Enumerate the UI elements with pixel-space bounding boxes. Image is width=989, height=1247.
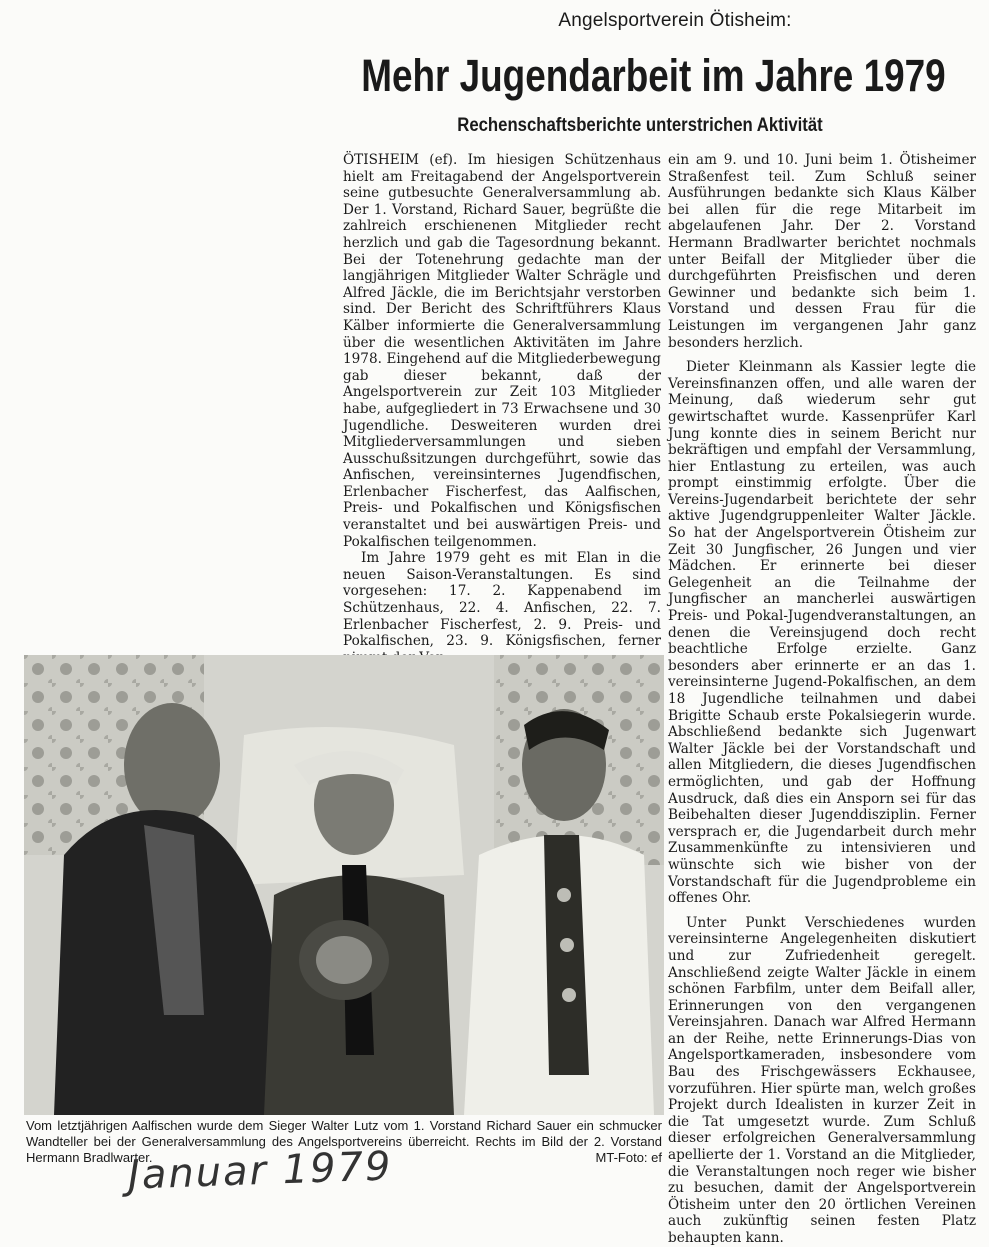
handwritten-date: Januar 1979	[127, 1143, 394, 1199]
kicker: Angelsportverein Ötisheim:	[558, 10, 792, 31]
photo-credit: MT-Foto: ef	[595, 1150, 662, 1165]
article-column-left	[343, 152, 661, 666]
article-paragraph: Im Jahre 1979 geht es mit Elan in die neuen Saison-Veranstaltungen. Es sind vorgesehen: 17. 2. Kappenabend im Schützenhaus, 22. 4. Anfischen, 22. 7. Erlenbacher Fischerfest, 2. 9. Preis- und Pokalfischen, 23. 9. Königsfischen, ferner	[343, 550, 661, 650]
news-photo	[24, 655, 664, 1115]
photo-illustration	[24, 655, 664, 1115]
article-paragraph: ÖTISHEIM (ef). Im hiesigen Schützenhaus hielt am Freitagabend der Angelsportverein seine gutbesuchte Generalversammlung ab. Der 1. Vorstand, Richard Sauer, begrüßte die zahlreich erschienenen Mitglieder recht herzlich und gab die Tagesordnung bekannt. Bei der Totenehrung gedachte man der langjährigen Mitglieder Walter Schrägle und Alfred Jäckle, die im Berichtsjahr verstorben sind. Der Bericht des Schriftführers Klaus Kälber informierte die Generalversammlung über die wesentlichen Aktivitäten im Jahre 1978. Eingehend auf die Mitgliederbewegung gab dieser bekannt, daß der Angelsportverein zur Zeit 103 Mitglieder habe, aufgegliedert in 73 Erwachsene und 30 Jugendliche. Desweiteren wurden drei Mitgliederversammlungen und sieben Ausschußsitzungen durchgeführt, sowie das Anfischen, vereinsinternes Jugendfischen, Erlenbacher Fischerfest, das Aalfischen, Preis- und Pokalfischen und Königsfischen veranstaltet und bei auswärtigen Preis- und Pokalfischen teilgenommen.	[343, 152, 661, 550]
article-paragraph: ein am 9. und 10. Juni beim 1. Ötisheimer Straßenfest teil. Zum Schluß seiner Ausführungen bedankte sich Klaus Kälber bei allen für die rege Mitarbeit im abgelaufenen Jahr. Der 2. Vorstand Hermann Bradlwarter berichtet nochmals unter Beifall der Mitglieder über die durchgeführten Preisfischen und deren Gewinner und bedankte sich beim 1. Vorstand und dessen Frau für die Leistungen im vergangenen Jahr ganz besonders herzlich.	[668, 152, 976, 351]
article-paragraph: Dieter Kleinmann als Kassier legte die Vereinsfinanzen offen, und alle waren der Meinung, daß wiederum sehr gut gewirtschaftet wurde. Kassenprüfer Karl Jung konnte dies in seinem Bericht nur bekräftigen und empfahl der Versammlung, hier Entlastung zu erteilen, was auch prompt einstimmig erfolgte. Über die Vereins-Jugendarbeit berichtete der sehr aktive Jugendgruppenleiter Walter Jäckle. So hat der Angelsportverein Ötisheim zur Zeit 30 Jungfischer, 26 Jungen und vier Mädchen. Er erinnerte bei dieser Gelegenheit an die Teilnahme der Jungfischer an mancherlei auswärtigen Preis- und Pokal-Jugendveranstaltungen, an denen die Vereinsjugend doch recht beachtliche Erfolge erzielte. Ganz besonders aber erinnerte er an das 1. vereinsinterne Jugend-Pokalfischen, an dem 18 Jugendliche teilnahmen und dabei Brigitte Schaub erste Pokalsiegerin wurde. Abschließend bedankte sich Jugenwart Walter Jäckle bei der Vorstandschaft und allen Mitgliedern, die dieses Jugendfischen ermöglichten, und gab der Hoffnung Ausdruck, daß dies ein Ansporn sei für das Beibehalten dieser Jugenddisziplin. Ferner versprach er, die Jugendarbeit durch mehr Zusammenkünfte zu intensivieren und wünschte sich wie bisher von der Vorstandschaft für die Jugendprobleme ein offenes Ohr.	[668, 359, 976, 907]
caption-text: Vom letztjährigen Aalfischen wurde dem Sieger Walter Lutz vom 1. Vorstand Richard Sauer ein schmucker Wandteller bei der Generalversammlung des Angelsportvereins überreicht. Rechts im Bild der 2. Vorstand Hermann Bradlwarter.	[26, 1118, 662, 1165]
article-paragraph: Unter Punkt Verschiedenes wurden vereinsinterne Angelegenheiten diskutiert und zur Zufriedenheit geregelt. Anschließend zeigte Walter Jäckle in einem schönen Farbfilm, unter dem Beifall aller, Erinnerungen von den vergangenen Vereinsjahren. Danach war Alfred Hermann an der Reihe, nette Erinnerungs-Dias von Angelsportkameraden, insbesondere vom Bau des Frischgewässers Eckhausee, vorzuführen. Hier spürte man, welch großes Projekt durch Idealisten in kurzer Zeit in die Tat umgesetzt wurde. Zum Schluß dieser erfolgreichen Generalversammlung apellierte der 1. Vorstand an die Mitglieder, die Veranstaltungen noch reger wie bisher zu besuchen, damit der Angelsportverein Ötisheim unter den 20 örtlichen Vereinen auch zukünftig seinen festen Platz behaupten kann.	[668, 914, 976, 1246]
headline: Mehr Jugendarbeit im Jahre 1979	[361, 50, 946, 101]
subhead: Rechenschaftsberichte unterstrichen Aktivität	[457, 115, 823, 136]
article-column-right	[668, 152, 976, 1247]
